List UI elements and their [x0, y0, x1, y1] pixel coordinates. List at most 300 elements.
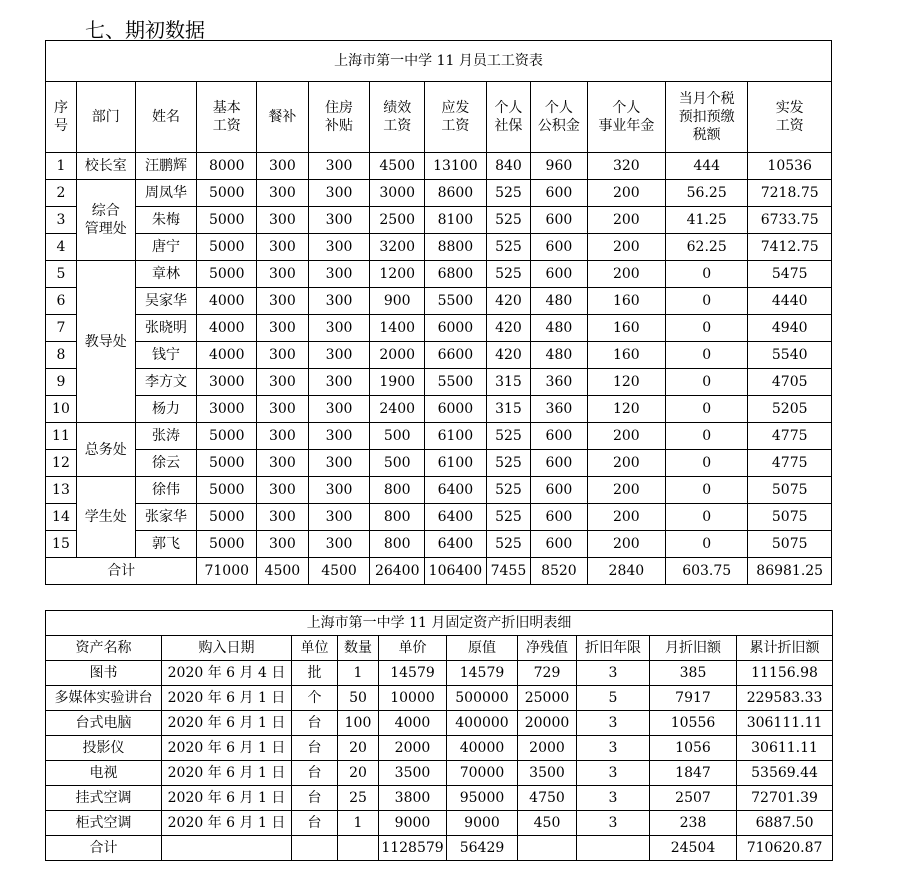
asset-cell: 2020 年 6 月 1 日	[162, 761, 292, 786]
salary-cell: 120	[587, 369, 665, 396]
asset-cell: 台	[292, 711, 338, 736]
asset-name: 柜式空调	[46, 811, 162, 836]
asset-cell: 台	[292, 811, 338, 836]
salary-cell: 5075	[748, 504, 832, 531]
row-number: 10	[46, 396, 77, 423]
salary-cell: 600	[531, 450, 588, 477]
salary-cell: 300	[308, 315, 370, 342]
salary-cell: 420	[486, 315, 530, 342]
row-number: 3	[46, 207, 77, 234]
employee-name: 吴家华	[135, 288, 197, 315]
asset-cell: 500000	[447, 686, 518, 711]
salary-cell: 5000	[197, 234, 257, 261]
salary-cell: 200	[587, 234, 665, 261]
row-number: 12	[46, 450, 77, 477]
total-cell: 8520	[531, 558, 588, 585]
asset-name: 台式电脑	[46, 711, 162, 736]
salary-cell: 0	[666, 288, 748, 315]
employee-name: 汪鹏辉	[135, 153, 197, 180]
asset-cell: 400000	[447, 711, 518, 736]
salary-cell: 8100	[425, 207, 487, 234]
asset-cell: 729	[518, 661, 577, 686]
asset-cell: 2507	[650, 786, 737, 811]
salary-cell: 200	[587, 450, 665, 477]
salary-cell: 525	[486, 423, 530, 450]
asset-cell: 台	[292, 736, 338, 761]
salary-cell: 360	[531, 369, 588, 396]
total-cell: 7455	[486, 558, 530, 585]
salary-cell: 200	[587, 261, 665, 288]
salary-cell: 6400	[425, 504, 487, 531]
salary-cell: 300	[257, 504, 309, 531]
asset-total-row	[46, 836, 833, 861]
header-cell: 个人 公积金	[531, 82, 588, 153]
asset-cell: 1056	[650, 736, 737, 761]
header-cell: 数量	[338, 636, 379, 661]
salary-cell: 2400	[370, 396, 425, 423]
salary-cell: 5000	[197, 261, 257, 288]
salary-row	[46, 531, 832, 558]
salary-cell: 800	[370, 531, 425, 558]
asset-row	[46, 661, 833, 686]
salary-cell: 1400	[370, 315, 425, 342]
asset-cell: 40000	[447, 736, 518, 761]
employee-name: 张晓明	[135, 315, 197, 342]
salary-cell: 600	[531, 234, 588, 261]
salary-cell: 900	[370, 288, 425, 315]
asset-cell: 306111.11	[737, 711, 833, 736]
salary-cell: 300	[308, 450, 370, 477]
salary-cell: 800	[370, 504, 425, 531]
asset-cell: 1847	[650, 761, 737, 786]
salary-cell: 3000	[197, 396, 257, 423]
salary-cell: 4705	[748, 369, 832, 396]
salary-cell: 300	[257, 477, 309, 504]
salary-cell: 800	[370, 477, 425, 504]
salary-cell: 300	[308, 207, 370, 234]
row-number: 5	[46, 261, 77, 288]
asset-cell: 20	[338, 761, 379, 786]
salary-cell: 6600	[425, 342, 487, 369]
salary-cell: 2000	[370, 342, 425, 369]
salary-cell: 525	[486, 504, 530, 531]
header-cell: 序 号	[46, 82, 77, 153]
salary-cell: 300	[308, 234, 370, 261]
asset-cell: 2020 年 6 月 1 日	[162, 786, 292, 811]
salary-cell: 5500	[425, 288, 487, 315]
asset-row	[46, 711, 833, 736]
total-cell: 106400	[425, 558, 487, 585]
asset-cell: 3	[577, 761, 650, 786]
salary-cell: 300	[257, 288, 309, 315]
salary-cell: 5000	[197, 450, 257, 477]
salary-cell: 41.25	[666, 207, 748, 234]
salary-cell: 300	[257, 153, 309, 180]
salary-cell: 500	[370, 450, 425, 477]
salary-cell: 300	[308, 504, 370, 531]
asset-cell: 3	[577, 811, 650, 836]
salary-cell: 5540	[748, 342, 832, 369]
total-cell: 2840	[587, 558, 665, 585]
salary-cell: 6400	[425, 531, 487, 558]
asset-row	[46, 761, 833, 786]
salary-cell: 0	[666, 342, 748, 369]
salary-cell: 0	[666, 477, 748, 504]
salary-cell: 300	[308, 396, 370, 423]
asset-cell: 20	[338, 736, 379, 761]
salary-table	[45, 40, 832, 585]
salary-cell: 5000	[197, 180, 257, 207]
salary-cell: 300	[308, 342, 370, 369]
salary-cell: 4440	[748, 288, 832, 315]
salary-cell: 4000	[197, 315, 257, 342]
employee-name: 杨力	[135, 396, 197, 423]
total-label: 合计	[46, 836, 162, 861]
asset-name: 挂式空调	[46, 786, 162, 811]
salary-row	[46, 207, 832, 234]
salary-cell: 7218.75	[748, 180, 832, 207]
salary-cell: 480	[531, 342, 588, 369]
employee-name: 唐宁	[135, 234, 197, 261]
salary-cell: 960	[531, 153, 588, 180]
asset-cell: 14579	[447, 661, 518, 686]
total-label: 合计	[46, 558, 197, 585]
total-cell: 4500	[257, 558, 309, 585]
header-cell: 基本 工资	[197, 82, 257, 153]
salary-cell: 600	[531, 477, 588, 504]
salary-cell: 1200	[370, 261, 425, 288]
asset-cell: 450	[518, 811, 577, 836]
salary-cell: 420	[486, 288, 530, 315]
total-cell	[292, 836, 338, 861]
salary-cell: 315	[486, 396, 530, 423]
employee-name: 徐云	[135, 450, 197, 477]
row-number: 15	[46, 531, 77, 558]
salary-cell: 300	[257, 342, 309, 369]
salary-row	[46, 477, 832, 504]
salary-cell: 360	[531, 396, 588, 423]
salary-cell: 300	[257, 396, 309, 423]
salary-row	[46, 288, 832, 315]
header-cell: 绩效 工资	[370, 82, 425, 153]
asset-cell: 238	[650, 811, 737, 836]
salary-cell: 300	[308, 288, 370, 315]
salary-table-title: 上海市第一中学 11 月员工工资表	[46, 41, 832, 82]
asset-row	[46, 736, 833, 761]
salary-cell: 200	[587, 207, 665, 234]
section-heading: 七、期初数据	[85, 18, 205, 42]
asset-cell: 批	[292, 661, 338, 686]
salary-cell: 160	[587, 315, 665, 342]
asset-cell: 2020 年 6 月 4 日	[162, 661, 292, 686]
department-cell: 学生处	[76, 477, 135, 558]
salary-cell: 4775	[748, 450, 832, 477]
asset-cell: 6887.50	[737, 811, 833, 836]
asset-cell: 3	[577, 736, 650, 761]
row-number: 7	[46, 315, 77, 342]
salary-cell: 6000	[425, 315, 487, 342]
row-number: 8	[46, 342, 77, 369]
salary-cell: 6100	[425, 450, 487, 477]
salary-row	[46, 369, 832, 396]
asset-cell: 台	[292, 786, 338, 811]
salary-cell: 600	[531, 180, 588, 207]
row-number: 4	[46, 234, 77, 261]
salary-cell: 5475	[748, 261, 832, 288]
asset-cell: 10556	[650, 711, 737, 736]
salary-cell: 6000	[425, 396, 487, 423]
salary-cell: 525	[486, 450, 530, 477]
department-cell: 综合 管理处	[76, 180, 135, 261]
salary-cell: 300	[257, 369, 309, 396]
asset-cell: 3	[577, 711, 650, 736]
asset-cell: 229583.33	[737, 686, 833, 711]
salary-cell: 600	[531, 504, 588, 531]
asset-cell: 3500	[518, 761, 577, 786]
asset-cell: 4750	[518, 786, 577, 811]
salary-cell: 525	[486, 180, 530, 207]
header-cell: 购入日期	[162, 636, 292, 661]
header-cell: 姓名	[135, 82, 197, 153]
salary-cell: 525	[486, 207, 530, 234]
asset-cell: 95000	[447, 786, 518, 811]
salary-row	[46, 342, 832, 369]
salary-cell: 6100	[425, 423, 487, 450]
row-number: 11	[46, 423, 77, 450]
salary-cell: 56.25	[666, 180, 748, 207]
salary-cell: 13100	[425, 153, 487, 180]
salary-cell: 6800	[425, 261, 487, 288]
asset-cell: 14579	[379, 661, 447, 686]
salary-cell: 5000	[197, 531, 257, 558]
salary-cell: 2500	[370, 207, 425, 234]
department-cell: 教导处	[76, 261, 135, 423]
asset-name: 多媒体实验讲台	[46, 686, 162, 711]
header-cell: 单价	[379, 636, 447, 661]
salary-cell: 8000	[197, 153, 257, 180]
salary-cell: 480	[531, 315, 588, 342]
salary-cell: 840	[486, 153, 530, 180]
asset-row	[46, 686, 833, 711]
salary-cell: 600	[531, 207, 588, 234]
salary-row	[46, 153, 832, 180]
header-cell: 资产名称	[46, 636, 162, 661]
salary-cell: 8600	[425, 180, 487, 207]
employee-name: 李方文	[135, 369, 197, 396]
salary-cell: 10536	[748, 153, 832, 180]
salary-cell: 8800	[425, 234, 487, 261]
salary-cell: 420	[486, 342, 530, 369]
asset-cell: 2020 年 6 月 1 日	[162, 811, 292, 836]
asset-cell: 1	[338, 811, 379, 836]
employee-name: 徐伟	[135, 477, 197, 504]
asset-cell: 2000	[379, 736, 447, 761]
employee-name: 张家华	[135, 504, 197, 531]
total-cell: 710620.87	[737, 836, 833, 861]
salary-cell: 5000	[197, 207, 257, 234]
salary-cell: 600	[531, 261, 588, 288]
salary-cell: 0	[666, 423, 748, 450]
employee-name: 章林	[135, 261, 197, 288]
total-cell	[518, 836, 577, 861]
department-cell: 总务处	[76, 423, 135, 477]
asset-cell: 1	[338, 661, 379, 686]
asset-name: 投影仪	[46, 736, 162, 761]
asset-cell: 台	[292, 761, 338, 786]
salary-cell: 5000	[197, 477, 257, 504]
asset-cell: 53569.44	[737, 761, 833, 786]
asset-cell: 70000	[447, 761, 518, 786]
salary-row	[46, 396, 832, 423]
asset-cell: 385	[650, 661, 737, 686]
employee-name: 郭飞	[135, 531, 197, 558]
total-cell: 86981.25	[748, 558, 832, 585]
salary-cell: 320	[587, 153, 665, 180]
header-cell: 住房 补贴	[308, 82, 370, 153]
salary-cell: 3000	[197, 369, 257, 396]
asset-table-title: 上海市第一中学 11 月固定资产折旧明表细	[46, 611, 833, 636]
salary-cell: 160	[587, 342, 665, 369]
salary-cell: 0	[666, 315, 748, 342]
asset-cell: 7917	[650, 686, 737, 711]
salary-row	[46, 450, 832, 477]
salary-cell: 0	[666, 531, 748, 558]
asset-cell: 10000	[379, 686, 447, 711]
header-cell: 个人 事业年金	[587, 82, 665, 153]
salary-cell: 5000	[197, 504, 257, 531]
asset-cell: 20000	[518, 711, 577, 736]
asset-name: 图书	[46, 661, 162, 686]
header-cell: 折旧年限	[577, 636, 650, 661]
asset-cell: 25	[338, 786, 379, 811]
salary-cell: 4940	[748, 315, 832, 342]
asset-table	[45, 610, 833, 861]
salary-cell: 3000	[370, 180, 425, 207]
salary-cell: 500	[370, 423, 425, 450]
salary-cell: 444	[666, 153, 748, 180]
salary-cell: 4775	[748, 423, 832, 450]
asset-cell: 30611.11	[737, 736, 833, 761]
salary-cell: 5000	[197, 423, 257, 450]
asset-cell: 3800	[379, 786, 447, 811]
asset-cell: 11156.98	[737, 661, 833, 686]
row-number: 9	[46, 369, 77, 396]
salary-cell: 5500	[425, 369, 487, 396]
header-cell: 餐补	[257, 82, 309, 153]
salary-cell: 600	[531, 531, 588, 558]
employee-name: 朱梅	[135, 207, 197, 234]
salary-cell: 0	[666, 504, 748, 531]
salary-cell: 300	[308, 153, 370, 180]
row-number: 13	[46, 477, 77, 504]
header-cell: 当月个税 预扣预缴 税额	[666, 82, 748, 153]
asset-cell: 9000	[379, 811, 447, 836]
asset-cell: 25000	[518, 686, 577, 711]
asset-cell: 2020 年 6 月 1 日	[162, 686, 292, 711]
salary-cell: 300	[308, 531, 370, 558]
salary-cell: 300	[257, 180, 309, 207]
employee-name: 张涛	[135, 423, 197, 450]
salary-cell: 300	[257, 315, 309, 342]
salary-cell: 300	[257, 531, 309, 558]
total-cell: 1128579	[379, 836, 447, 861]
header-cell: 原值	[447, 636, 518, 661]
salary-cell: 525	[486, 477, 530, 504]
asset-name: 电视	[46, 761, 162, 786]
salary-cell: 4000	[197, 342, 257, 369]
salary-cell: 3200	[370, 234, 425, 261]
asset-cell: 5	[577, 686, 650, 711]
salary-cell: 315	[486, 369, 530, 396]
total-cell: 603.75	[666, 558, 748, 585]
salary-cell: 160	[587, 288, 665, 315]
salary-cell: 120	[587, 396, 665, 423]
department-cell: 校长室	[76, 153, 135, 180]
salary-total-row	[46, 558, 832, 585]
asset-cell: 个	[292, 686, 338, 711]
row-number: 6	[46, 288, 77, 315]
salary-cell: 7412.75	[748, 234, 832, 261]
salary-cell: 300	[308, 261, 370, 288]
salary-cell: 0	[666, 396, 748, 423]
salary-header-row	[46, 82, 832, 153]
row-number: 2	[46, 180, 77, 207]
salary-cell: 5075	[748, 477, 832, 504]
header-cell: 累计折旧额	[737, 636, 833, 661]
salary-cell: 200	[587, 477, 665, 504]
asset-cell: 3500	[379, 761, 447, 786]
salary-cell: 300	[308, 369, 370, 396]
total-cell	[162, 836, 292, 861]
asset-row	[46, 811, 833, 836]
salary-row	[46, 261, 832, 288]
salary-cell: 6400	[425, 477, 487, 504]
asset-cell: 72701.39	[737, 786, 833, 811]
asset-cell: 2000	[518, 736, 577, 761]
salary-cell: 300	[308, 477, 370, 504]
salary-cell: 5075	[748, 531, 832, 558]
header-cell: 月折旧额	[650, 636, 737, 661]
asset-row	[46, 786, 833, 811]
salary-cell: 0	[666, 369, 748, 396]
salary-cell: 200	[587, 531, 665, 558]
salary-cell: 62.25	[666, 234, 748, 261]
salary-row	[46, 315, 832, 342]
salary-cell: 200	[587, 504, 665, 531]
salary-cell: 4000	[197, 288, 257, 315]
salary-cell: 480	[531, 288, 588, 315]
salary-cell: 0	[666, 450, 748, 477]
asset-cell: 4000	[379, 711, 447, 736]
total-cell	[338, 836, 379, 861]
salary-cell: 300	[257, 207, 309, 234]
salary-cell: 200	[587, 180, 665, 207]
total-cell: 4500	[308, 558, 370, 585]
asset-cell: 3	[577, 661, 650, 686]
salary-cell: 600	[531, 423, 588, 450]
asset-header-row	[46, 636, 833, 661]
salary-cell: 525	[486, 531, 530, 558]
asset-cell: 100	[338, 711, 379, 736]
salary-row	[46, 234, 832, 261]
header-cell: 应发 工资	[425, 82, 487, 153]
asset-cell: 9000	[447, 811, 518, 836]
asset-cell: 2020 年 6 月 1 日	[162, 711, 292, 736]
header-cell: 个人 社保	[486, 82, 530, 153]
salary-cell: 300	[257, 423, 309, 450]
salary-cell: 525	[486, 234, 530, 261]
salary-cell: 4500	[370, 153, 425, 180]
